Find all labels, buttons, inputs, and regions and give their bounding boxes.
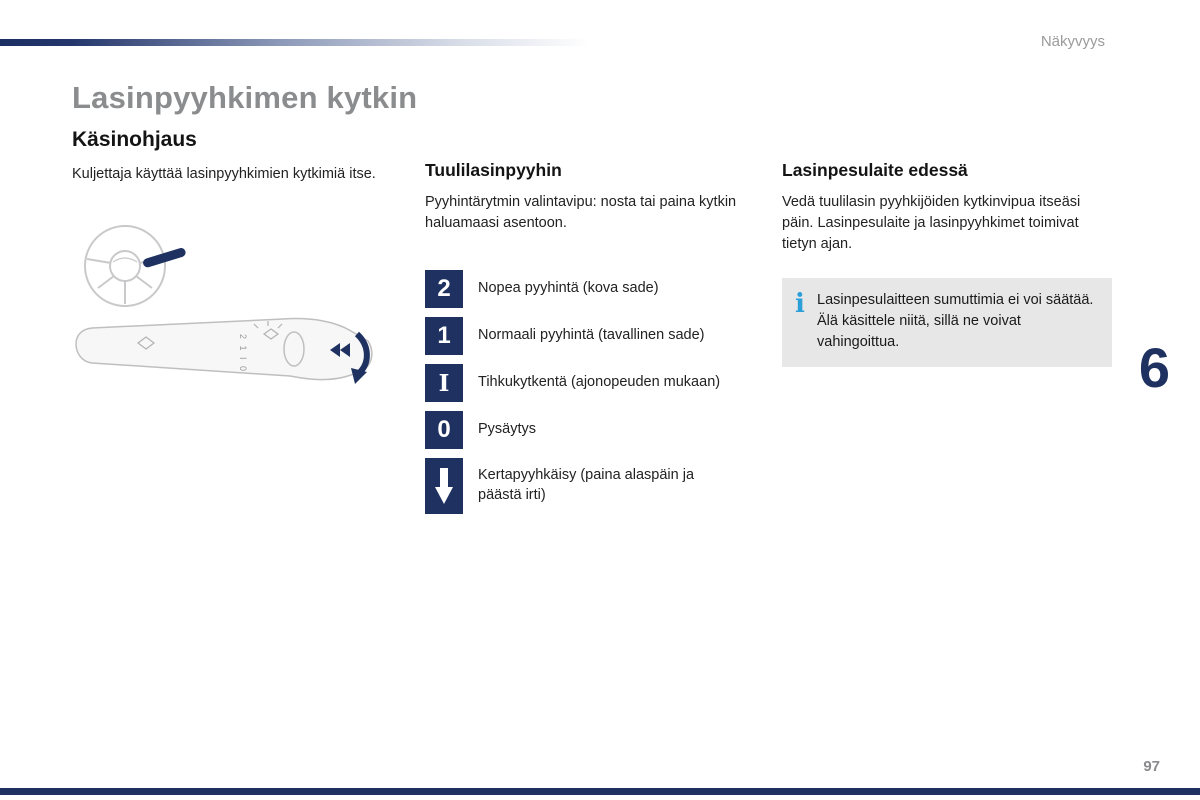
stalk-position-marks: 2 1 I 0: [238, 334, 248, 374]
bottom-bar: [0, 788, 1200, 795]
wiper-position-row: [425, 270, 740, 308]
left-body-text: Kuljettaja käyttää lasinpyyhkimien kytkimiä itse.: [72, 166, 376, 182]
down-arrow-icon: [425, 458, 463, 514]
left-column: [72, 128, 412, 184]
wiper-positions: [425, 270, 740, 514]
chapter-number: 6: [1138, 336, 1170, 399]
wiper-position-row: [425, 458, 740, 514]
section-header: Näkyvyys: [1040, 33, 1105, 50]
middle-column: [425, 160, 740, 523]
top-gradient-bar: [0, 39, 590, 46]
position-symbol: 1: [425, 317, 463, 355]
page-number: 97: [1143, 758, 1160, 775]
wiper-position-row: [425, 364, 740, 402]
position-label: Pysäytys: [478, 421, 537, 438]
position-symbol: 2: [425, 270, 463, 308]
position-label: Normaali pyyhintä (tavallinen sade): [478, 327, 705, 344]
wiper-position-row: [425, 317, 740, 355]
position-label: Tihkukytkentä (ajonopeuden mukaan): [478, 374, 721, 391]
middle-heading: Tuulilasinpyyhin: [425, 160, 562, 180]
illustration-svg: [68, 222, 393, 407]
middle-body-text: Pyyhintärytmin valintavipu: nosta tai paina kytkin haluamaasi asentoon.: [425, 194, 737, 232]
position-symbol: I: [425, 364, 463, 402]
right-column: [782, 160, 1112, 367]
position-symbol: 0: [425, 411, 463, 449]
wiper-stalk-illustration: [68, 222, 393, 407]
page-title: Lasinpyyhkimen kytkin: [72, 80, 418, 115]
info-box: [782, 278, 1112, 367]
wiper-position-row: [425, 411, 740, 449]
info-box-text: Lasinpesulaitteen sumuttimia ei voi säätää. Älä käsittele niitä, sillä ne voivat vahingoittua.: [817, 292, 1094, 351]
info-icon: i: [795, 289, 805, 320]
right-heading: Lasinpesulaite edessä: [782, 160, 968, 180]
left-heading: Käsinohjaus: [72, 128, 197, 151]
position-label: Kertapyyhkäisy (paina alaspäin ja päästä irti): [478, 467, 695, 504]
position-label: Nopea pyyhintä (kova sade): [478, 280, 659, 297]
right-body-text: Vedä tuulilasin pyyhkijöiden kytkinvipua itseäsi päin. Lasinpesulaite ja lasinpyyhkimet toimivat tietyn ajan.: [782, 194, 1081, 253]
